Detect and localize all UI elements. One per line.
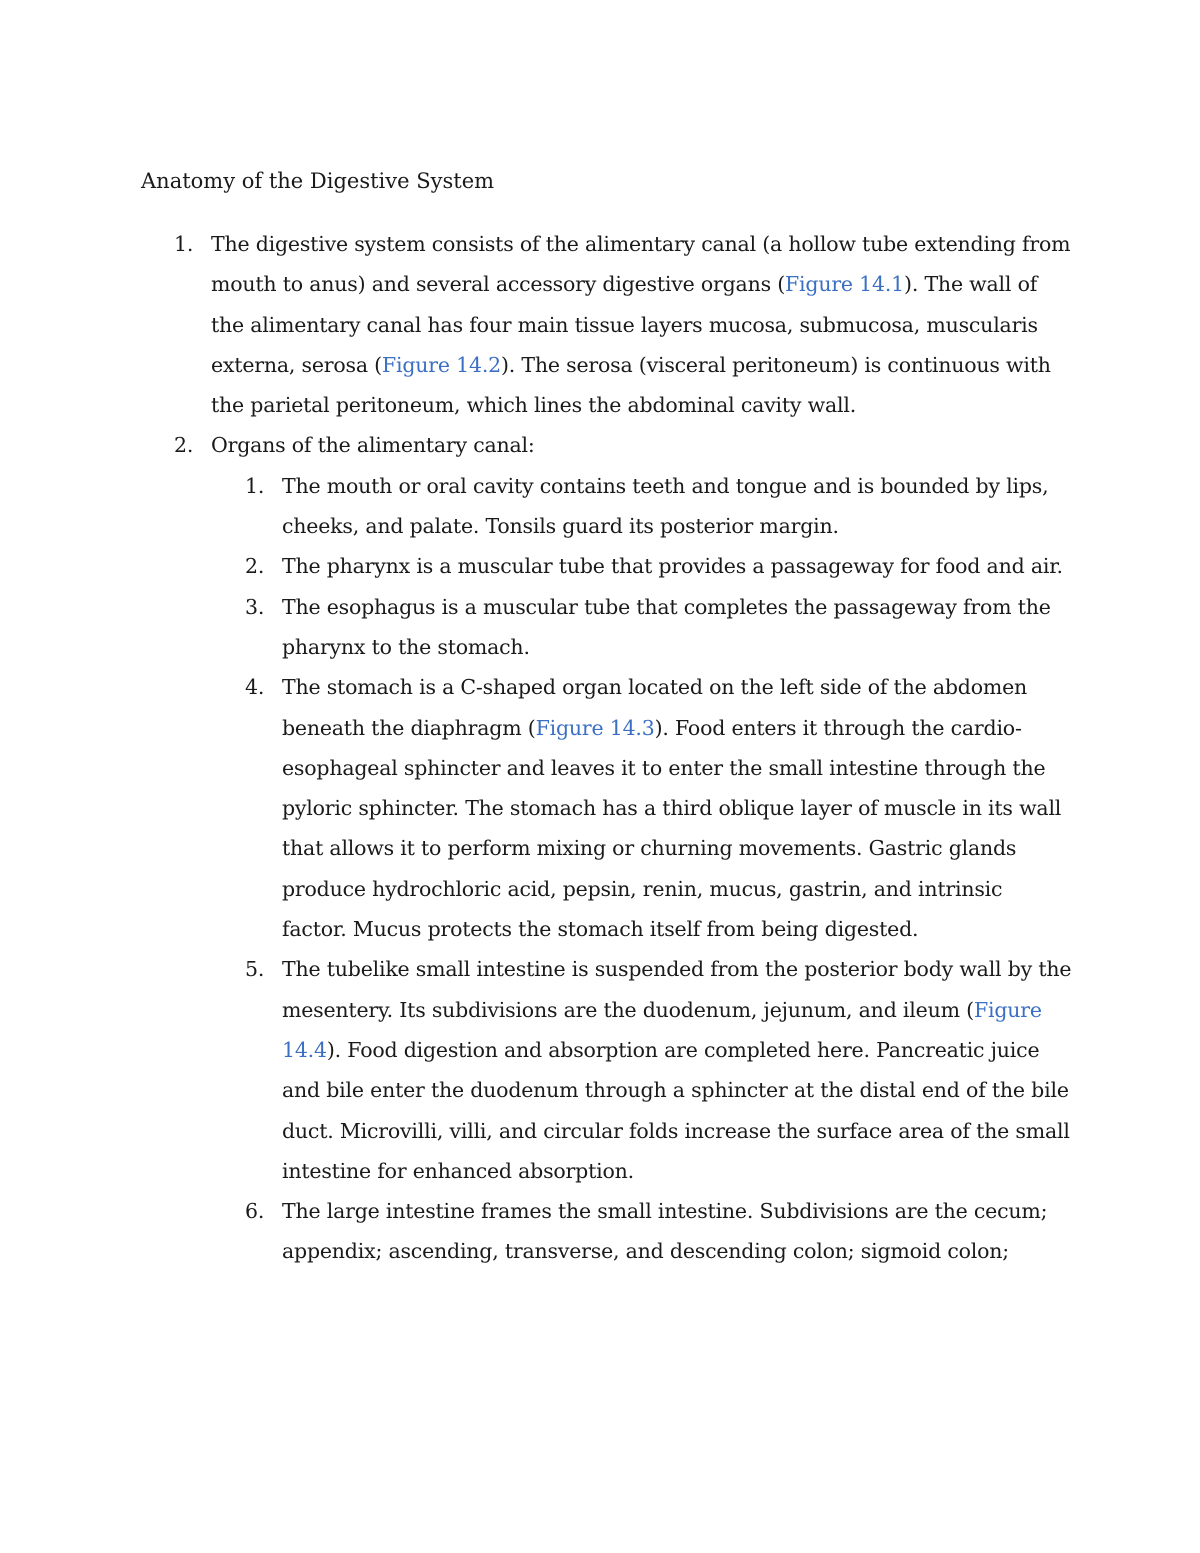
document-title: Anatomy of the Digestive System [141,169,495,193]
text-segment: The tubelike small intestine is suspended from the posterior body wall by the mesentery. Its subdivisions are the duodenum, jejunum, and ileum ( [282,957,1072,1022]
list-number: 3. [245,594,265,619]
text-segment: The pharynx is a muscular tube that provides a passageway for food and air. [282,554,1063,579]
list-item-text [282,474,1048,538]
list-number: 1. [174,232,194,256]
list-item-text [282,1199,1047,1263]
text-segment: The digestive system consists of the alimentary canal (a hollow tube extending from mouth to anus) and several accessory digestive organs ( [211,232,1071,297]
sublist-item [245,949,1072,1191]
text-segment: ). Food enters it through the cardio-esophageal sphincter and leaves it to enter the small intestine through the pyloric sphincter. The stomach has a third oblique layer of muscle in its wall that allows it to perform mixing or churning movements. Gastric glands produce hydrochloric acid, pepsin, renin, mucus, gastrin, and intrinsic factor. Mucus protects the stomach itself from being digested. [282,715,1062,942]
list-number: 2. [245,554,265,579]
text-segment: The stomach is a C-shaped organ located on the left side of the abdomen beneath the diaphragm ( [282,675,1028,740]
sublist-item [245,587,1072,668]
text-segment: ). Food digestion and absorption are completed here. Pancreatic juice and bile enter the duodenum through a sphincter at the distal end of the bile duct. Microvilli, villi, and circular folds increase the surface area of the small intestine for enhanced absorption. [282,1037,1070,1183]
text-segment: Organs of the alimentary canal: [211,433,535,458]
list-number: 6. [245,1199,265,1224]
list-item-text [282,675,1061,941]
text-segment: The large intestine frames the small intestine. Subdivisions are the cecum; appendix; ascending, transverse, and descending colon; sigmoid colon; [282,1199,1048,1264]
list-number: 5. [245,957,265,982]
text-segment: The esophagus is a muscular tube that completes the passageway from the pharynx to the stomach. [282,594,1051,659]
sublist-item [245,546,1072,586]
figure-link[interactable]: Figure 14.1 [785,272,905,297]
sublist-item [245,1191,1072,1272]
text-segment: ). The wall of the alimentary canal has four main tissue layers mucosa, submucosa, muscularis externa, serosa ( [211,272,1038,377]
text-segment: The mouth or oral cavity contains teeth and tongue and is bounded by lips, cheeks, and palate. Tonsils guard its posterior margin. [282,473,1049,539]
list-item-text [282,595,1051,659]
figure-link[interactable]: Figure 14.3 [535,715,655,740]
list-item [174,224,1071,425]
text-segment: ). The serosa (visceral peritoneum) is continuous with the parietal peritoneum, which lines the abdominal cavity wall. [211,352,1051,418]
nested-numbered-list [211,466,1071,1272]
figure-link[interactable]: Figure 14.4 [282,997,1042,1062]
list-item-text [211,232,1070,417]
list-item [174,425,1072,1271]
list-item-text [282,554,1063,578]
figure-link[interactable]: Figure 14.2 [381,352,501,377]
sublist-item [245,466,1072,547]
list-number: 2. [174,433,194,458]
list-number: 1. [245,473,265,498]
sublist-item [245,667,1072,949]
list-item-text [211,433,535,457]
list-item-text [282,957,1071,1182]
list-number: 4. [245,675,265,700]
main-numbered-list [0,224,1071,1272]
